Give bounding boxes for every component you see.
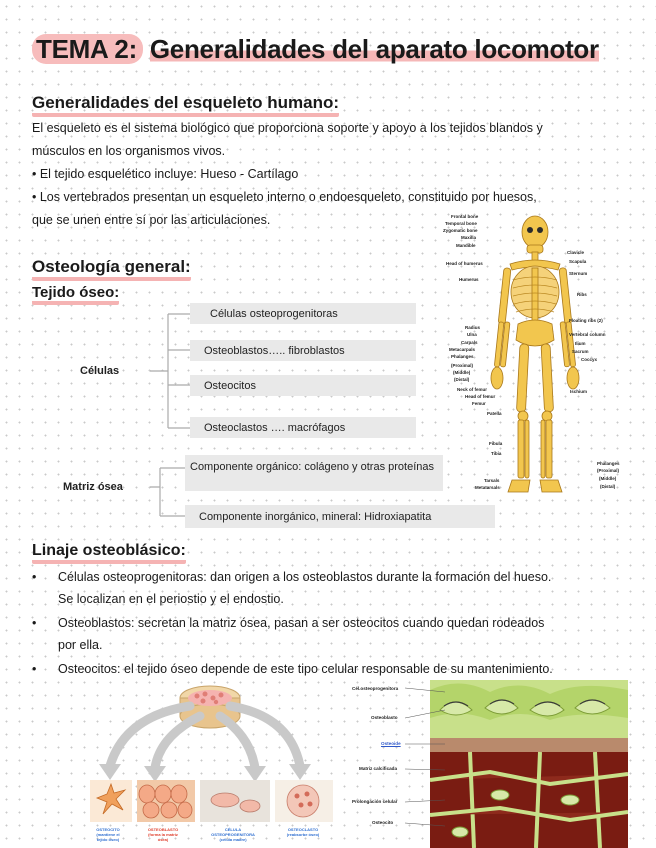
skeleton-label: Phalanges [597, 461, 620, 466]
bullet-dot: • [32, 570, 37, 584]
skeleton-label: (Distal) [600, 484, 616, 489]
skeleton-label: Mandible [456, 243, 476, 248]
cell-type-box: Osteoblastos….. fibroblastos [190, 340, 416, 361]
bone-tissue-illustration [430, 680, 628, 848]
skeleton-label: Vertebral column [569, 332, 606, 337]
skeleton-label: Tarsals [484, 478, 500, 483]
cell-lineage-illustration [85, 676, 340, 848]
skeleton-label: Sternum [569, 271, 588, 276]
title-text: Generalidades del aparato locomotor [149, 34, 599, 64]
skeleton-label: (Proximal) [597, 468, 620, 473]
skeleton-label: Tibia [491, 451, 502, 456]
list-item-text: por ella. [58, 638, 103, 652]
caption-line: (forma la matriz [148, 832, 178, 837]
matrix-component-box: Componente orgánico: colágeno y otras proteínas [185, 455, 443, 491]
micrograph-leader-lines [405, 680, 445, 848]
matrix-component-box: Componente inorgánico, mineral: Hidroxiapatita [185, 505, 495, 528]
cell-type-box: Células osteoprogenitoras [190, 303, 416, 324]
caption-line: OSTEOBLASTO [147, 827, 179, 832]
list-item-text: Osteocitos: el tejido óseo depende de este tipo celular responsable de su mantenimiento. [58, 662, 553, 676]
caption-line: ósea) [157, 837, 169, 842]
cell-caption [86, 827, 130, 842]
caption-line: OSTEOCLASTO [287, 827, 319, 832]
list-item-text: Células osteoprogenitoras: dan origen a los osteoblastos durante la formación del hueso. [58, 570, 552, 584]
skeleton-label: Head of humerus [446, 261, 483, 266]
skeleton-label: Clavicle [567, 250, 585, 255]
bullet-vertebrados: • Los vertebrados presentan un esqueleto interno o endoesqueleto, constituido por huesos, [32, 190, 537, 204]
skeleton-label: Carpals [461, 340, 478, 345]
list-item-text: Osteoblastos: secretan la matriz ósea, pasan a ser osteocitos cuando quedan rodeados [58, 616, 545, 630]
micrograph-label: Prolongación celular [352, 799, 398, 804]
caption-line: (mantiene el [96, 832, 120, 837]
paragraph-line: El esqueleto es el sistema biológico que proporciona soporte y apoyo a los tejidos blandos y [32, 121, 543, 135]
cells-label: Células [80, 365, 120, 377]
caption-line: OSTEOCITO [96, 827, 120, 832]
skeleton-label: Radius [465, 325, 481, 330]
skeleton-label: Neck of femur [457, 387, 488, 392]
caption-line: tejido óseo) [96, 837, 120, 842]
caption-line: (reabsorbe óseo) [286, 832, 320, 837]
micrograph-label: Osteoide [381, 741, 401, 746]
caption-line: OSTEOPROGENITORA [211, 832, 255, 837]
list-item-text: Se localizan en el periostio y el endostio. [58, 592, 284, 606]
section-heading-esqueleto: Generalidades del esqueleto humano: [32, 93, 339, 117]
skeleton-label: Ulna [467, 332, 477, 337]
section-heading-linaje: Linaje osteoblásico: [32, 542, 186, 564]
cell-caption [273, 827, 333, 837]
caption-line: CÉLULA [224, 827, 242, 832]
section-heading-osteologia: Osteología general: [32, 257, 191, 281]
title-prefix: TEMA 2: [32, 34, 143, 64]
cell-caption [198, 827, 268, 842]
skeleton-label: Maxilla [461, 235, 477, 240]
skeleton-label: Ribs [577, 292, 587, 297]
matrix-label: Matriz ósea [63, 481, 123, 493]
skeleton-label: Floating ribs (2) [569, 318, 603, 323]
skeleton-label: Ischium [570, 389, 588, 394]
micrograph-label: Matriz calcificada [359, 766, 398, 771]
skeleton-label: Humerus [459, 277, 479, 282]
micrograph-label: Osteocito [372, 820, 394, 825]
subheading-tejido-oseo: Tejido óseo: [32, 284, 119, 305]
skeleton-label: (Middle) [453, 370, 471, 375]
skeleton-label: (Proximal) [451, 363, 474, 368]
micrograph-label: Cél.osteoprogenitora [352, 686, 399, 691]
skeleton-label: Femur [472, 401, 486, 406]
skeleton-label: (Distal) [454, 377, 470, 382]
skeleton-label: Scapula [569, 259, 587, 264]
bullet-dot: • [32, 616, 37, 630]
skeleton-label: Frontal bone [451, 214, 479, 219]
skeleton-label: Head of femur [465, 394, 496, 399]
matrix-label-box [55, 475, 150, 499]
skeleton-label: Fibula [489, 441, 503, 446]
micrograph-label: Osteoblasto [371, 715, 398, 720]
bullet-tejido: • El tejido esquelético incluye: Hueso - Cartílago [32, 167, 299, 181]
skeleton-label: Temporal bone [445, 221, 477, 226]
cell-type-box: Osteoclastos …. macrófagos [190, 417, 416, 438]
bullet-dot: • [32, 662, 37, 676]
skeleton-label: Zygomatic bone [443, 228, 478, 233]
paragraph-line: músculos en los organismos vivos. [32, 144, 226, 158]
cell-caption [134, 827, 192, 842]
skeleton-label: Sacrum [572, 349, 589, 354]
bullet-vertebrados-cont: que se unen entre sí por las articulaciones. [32, 213, 271, 227]
cell-type-box: Osteocitos [190, 375, 416, 396]
skeleton-label: Metatarsals [475, 485, 500, 490]
caption-line: (célula madre) [219, 837, 247, 842]
skeleton-label: Phalanges [451, 354, 474, 359]
skeleton-label: Patella [487, 411, 502, 416]
skeleton-label: Ilium [575, 341, 586, 346]
skeleton-label: Coccyx [581, 357, 598, 362]
cells-label-box [70, 357, 150, 385]
skeleton-label: Metacarpals [449, 347, 476, 352]
skeleton-label: (Middle) [599, 476, 617, 481]
